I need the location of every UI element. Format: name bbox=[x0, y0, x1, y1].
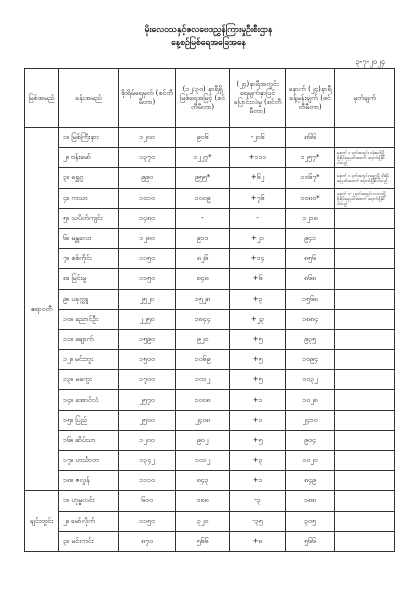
current-level-cell: ၁၀၆၉ bbox=[176, 350, 230, 370]
change-cell: +၃ bbox=[230, 289, 286, 309]
current-level-cell: ၁၂၂၇* bbox=[176, 148, 230, 168]
table-row bbox=[25, 350, 395, 370]
forecast-cell: ၁၀၈၀* bbox=[286, 188, 335, 208]
current-level-cell: - bbox=[176, 208, 230, 228]
col-header-current-level: (၁၂:၃၀) နာရီရှိ မြစ်ရေအမြင့် (စင်တီမီတာ) bbox=[176, 69, 230, 128]
current-level-cell: ၁၀၁၂ bbox=[176, 451, 230, 471]
station-cell: ၁၀။ ညောင်ဦး bbox=[59, 309, 119, 329]
change-cell: +၂၁ bbox=[230, 228, 286, 248]
change-cell: +၆ bbox=[230, 269, 286, 289]
table-row bbox=[25, 430, 395, 450]
station-cell: ၁၈။ ဇလွန် bbox=[59, 471, 119, 491]
remark-cell bbox=[335, 208, 395, 228]
station-cell: ၁၃။ မကွေး bbox=[59, 370, 119, 390]
report-subtitle: နေ့စဉ်မြစ်ရေအခြေအနေ bbox=[171, 38, 246, 48]
remark-cell bbox=[335, 471, 395, 491]
remark-cell bbox=[335, 531, 395, 551]
change-cell: +၅ bbox=[230, 329, 286, 349]
forecast-cell: ၈၄၉ bbox=[286, 471, 335, 491]
current-level-cell: ၉၀၂ bbox=[176, 430, 230, 450]
change-cell: -၂၀၆ bbox=[230, 128, 286, 148]
current-level-cell: ၃၂၀ bbox=[176, 511, 230, 531]
river-level-table bbox=[24, 68, 395, 552]
col-header-forecast: နောက် (၂၄)နာရီ ခန့်မှန်းချက် (စင်တီမီတာ) bbox=[286, 69, 335, 128]
station-cell: ၈။ မြင်းမူ bbox=[59, 269, 119, 289]
forecast-cell: ၁၀၉၄ bbox=[286, 350, 335, 370]
change-cell: +၁ bbox=[230, 471, 286, 491]
current-level-cell: ၈၄၃ bbox=[176, 471, 230, 491]
remark-cell bbox=[335, 228, 395, 248]
table-row bbox=[25, 168, 395, 188]
change-cell: -၃ bbox=[230, 491, 286, 511]
table-row bbox=[25, 188, 395, 208]
current-level-cell: ၈၂၆ bbox=[176, 249, 230, 269]
remark-cell bbox=[335, 370, 395, 390]
current-level-cell: ၁၀၀၉ bbox=[176, 188, 230, 208]
station-cell: ၁၇။ ဟင်္သာတ bbox=[59, 451, 119, 471]
station-cell: ၄။ ကသာ bbox=[59, 188, 119, 208]
change-cell: +၁ bbox=[230, 410, 286, 430]
table-row bbox=[25, 208, 395, 228]
remark-cell bbox=[335, 451, 395, 471]
table-row bbox=[25, 370, 395, 390]
station-cell: ၆။ မန္တလေး bbox=[59, 228, 119, 248]
danger-level-cell: ၁၃၄၂ bbox=[119, 451, 176, 471]
danger-level-cell: ၁၄၈၀ bbox=[119, 208, 176, 228]
station-cell: ၉။ ပခုက္ကူ bbox=[59, 289, 119, 309]
change-cell: +၂၃ bbox=[230, 309, 286, 329]
remark-cell: နောက် ၁ ရက်အတွင်း ဗန်းမော်မြို့ စိုးရိမ်ရေမှတ်အထက် ရောက်ရှိနိုင်ပါသည် bbox=[335, 148, 395, 168]
forecast-cell: ၁၂၅၇* bbox=[286, 148, 335, 168]
forecast-cell: ၅၆၆ bbox=[286, 531, 335, 551]
current-level-cell: ၁၈၄၄ bbox=[176, 309, 230, 329]
danger-level-cell: ၂၅၇၀ bbox=[119, 390, 176, 410]
remark-cell bbox=[335, 128, 395, 148]
remark-cell bbox=[335, 329, 395, 349]
forecast-cell: ၉၃၅ bbox=[286, 329, 335, 349]
river-name-cell: ဧရာဝတီ bbox=[25, 128, 59, 491]
table-row bbox=[25, 491, 395, 511]
current-level-cell: ၁၀၁၂ bbox=[176, 370, 230, 390]
remark-cell bbox=[335, 309, 395, 329]
table-row bbox=[25, 390, 395, 410]
table-row bbox=[25, 228, 395, 248]
remark-cell bbox=[335, 430, 395, 450]
station-cell: ၁၆။ ဆိပ်သာ bbox=[59, 430, 119, 450]
danger-level-cell: ၂၅၂၀ bbox=[119, 289, 176, 309]
table-row bbox=[25, 269, 395, 289]
forecast-cell: ၁၅၆၈ bbox=[286, 289, 335, 309]
danger-level-cell: ၁၃၇၀ bbox=[119, 148, 176, 168]
forecast-cell: ၁၈၈ bbox=[286, 491, 335, 511]
report-date: ၃-၇-၂၀၂၄ bbox=[355, 57, 385, 66]
danger-level-cell: ၂၂၅၀ bbox=[119, 309, 176, 329]
forecast-cell: ၂၄၁၀ bbox=[286, 410, 335, 430]
station-cell: ၁၄။ အောင်လံ bbox=[59, 390, 119, 410]
remark-cell bbox=[335, 249, 395, 269]
danger-level-cell: ၁၅၀၀ bbox=[119, 350, 176, 370]
station-cell: ၁။ မြစ်ကြီးနား bbox=[59, 128, 119, 148]
forecast-cell: ၁၀၃၂ bbox=[286, 370, 335, 390]
station-cell: ၃။ မင်းကင်း bbox=[59, 531, 119, 551]
danger-level-cell: ၁၂၀၀ bbox=[119, 128, 176, 148]
forecast-cell: ၈၅၆ bbox=[286, 249, 335, 269]
table-row bbox=[25, 309, 395, 329]
danger-level-cell: ၂၅၀၀ bbox=[119, 410, 176, 430]
change-cell: +၈ bbox=[230, 531, 286, 551]
table-header-row bbox=[25, 69, 395, 128]
change-cell: +၁၁၁ bbox=[230, 148, 286, 168]
table-row bbox=[25, 289, 395, 309]
remark-cell bbox=[335, 410, 395, 430]
report-title: မိုးလေဝသနှင့်ဇလဗေဒညွှန်ကြားမှုဦးစီးဌာန bbox=[144, 25, 273, 35]
danger-level-cell: ၁၅၉၀ bbox=[119, 329, 176, 349]
col-header-river: မြစ်အမည် bbox=[25, 69, 59, 128]
remark-cell: နောက် ၁ ရက်အတွင်း ရွှေဂူမြို့ စိုးရိမ်ရေမှတ်အထက် ရောက်ရှိနိုင်ပါသည် bbox=[335, 168, 395, 188]
col-header-remark: မှတ်ချက် bbox=[335, 69, 395, 128]
forecast-cell: ၈၆၈ bbox=[286, 269, 335, 289]
table-row bbox=[25, 128, 395, 148]
current-level-cell: ၁၈၈ bbox=[176, 491, 230, 511]
danger-level-cell: ၈၇၀ bbox=[119, 531, 176, 551]
station-cell: ၁၁။ ချောက် bbox=[59, 329, 119, 349]
table-row bbox=[25, 410, 395, 430]
current-level-cell: ၉၂၀ bbox=[176, 329, 230, 349]
station-cell: ၂။ ဗန်းမော် bbox=[59, 148, 119, 168]
remark-cell bbox=[335, 491, 395, 511]
forecast-cell: ၁၂၁၈ bbox=[286, 208, 335, 228]
change-cell: +၁၄ bbox=[230, 249, 286, 269]
danger-level-cell: ၆၀၀ bbox=[119, 491, 176, 511]
change-cell: +၅ bbox=[230, 370, 286, 390]
river-name-cell: ချင်းတွင်း bbox=[25, 491, 59, 552]
table-body bbox=[25, 128, 395, 552]
table-row bbox=[25, 511, 395, 531]
current-level-cell: ၂၄၀၈ bbox=[176, 410, 230, 430]
station-cell: ၇။ စစ်ကိုင်း bbox=[59, 249, 119, 269]
danger-level-cell: ၉၉၀ bbox=[119, 168, 176, 188]
col-header-change: (၂၄)နာရီအတွင်း ရေမျက်နှာပြင် ပြောင်းလဲမှု (စင်တီမီတာ) bbox=[230, 69, 286, 128]
forecast-cell: ၁၀၂၈ bbox=[286, 390, 335, 410]
forecast-cell: ၁၀၂၀ bbox=[286, 451, 335, 471]
current-level-cell: ၉၀၆ bbox=[176, 128, 230, 148]
danger-level-cell: ၁၁၅၀ bbox=[119, 511, 176, 531]
danger-level-cell: ၁၀၁၀ bbox=[119, 188, 176, 208]
current-level-cell: ၁၀၀၈ bbox=[176, 390, 230, 410]
table-row bbox=[25, 249, 395, 269]
remark-cell: နောက် ၁-၂ ရက်အတွင်း ကသာမြို့ စိုးရိမ်ရေမှတ်အထက် ရောက်ရှိနိုင်ပါသည် bbox=[335, 188, 395, 208]
remark-cell bbox=[335, 390, 395, 410]
col-header-danger-level: စိုးရိမ်ရေမှတ် (စင်တီမီတာ) bbox=[119, 69, 176, 128]
remark-cell bbox=[335, 350, 395, 370]
table-row bbox=[25, 451, 395, 471]
remark-cell bbox=[335, 269, 395, 289]
forecast-cell: ၉၄၁ bbox=[286, 228, 335, 248]
current-level-cell: ၈၄၈ bbox=[176, 269, 230, 289]
change-cell: +၆၂ bbox=[230, 168, 286, 188]
danger-level-cell: ၁၂၈၀ bbox=[119, 228, 176, 248]
danger-level-cell: ၁၁၅၀ bbox=[119, 269, 176, 289]
forecast-cell: ၁၀၆၇* bbox=[286, 168, 335, 188]
station-cell: ၂။ မော်လိုက် bbox=[59, 511, 119, 531]
danger-level-cell: ၁၇၀၀ bbox=[119, 370, 176, 390]
remark-cell bbox=[335, 511, 395, 531]
change-cell: +၅ bbox=[230, 350, 286, 370]
change-cell: +၅ bbox=[230, 430, 286, 450]
station-cell: ၁။ ဟုမ္မလင်း bbox=[59, 491, 119, 511]
table-row bbox=[25, 329, 395, 349]
current-level-cell: ၉၁၁ bbox=[176, 228, 230, 248]
station-cell: ၁၅။ ပြည် bbox=[59, 410, 119, 430]
table-row bbox=[25, 531, 395, 551]
current-level-cell: ၉၅၅* bbox=[176, 168, 230, 188]
change-cell: +၇၆ bbox=[230, 188, 286, 208]
change-cell: +၁ bbox=[230, 390, 286, 410]
forecast-cell: ၈၆၆ bbox=[286, 128, 335, 148]
danger-level-cell: ၁၁၁၀ bbox=[119, 471, 176, 491]
current-level-cell: ၁၅၂၈ bbox=[176, 289, 230, 309]
danger-level-cell: ၁၂၀၀ bbox=[119, 430, 176, 450]
change-cell: - bbox=[230, 208, 286, 228]
current-level-cell: ၅၆၆ bbox=[176, 531, 230, 551]
change-cell: +၃ bbox=[230, 451, 286, 471]
station-cell: ၅။ သပိတ်ကျင်း bbox=[59, 208, 119, 228]
danger-level-cell: ၁၁၅၀ bbox=[119, 249, 176, 269]
col-header-station: ခန်းအမည် bbox=[59, 69, 119, 128]
forecast-cell: ၉၀၄ bbox=[286, 430, 335, 450]
table-row bbox=[25, 471, 395, 491]
station-cell: ၃။ ရွှေဂူ bbox=[59, 168, 119, 188]
table-row bbox=[25, 148, 395, 168]
forecast-cell: ၁၈၈၄ bbox=[286, 309, 335, 329]
remark-cell bbox=[335, 289, 395, 309]
station-cell: ၁၂။ မင်းဘူး bbox=[59, 350, 119, 370]
change-cell: -၃၅ bbox=[230, 511, 286, 531]
forecast-cell: ၃၀၅ bbox=[286, 511, 335, 531]
